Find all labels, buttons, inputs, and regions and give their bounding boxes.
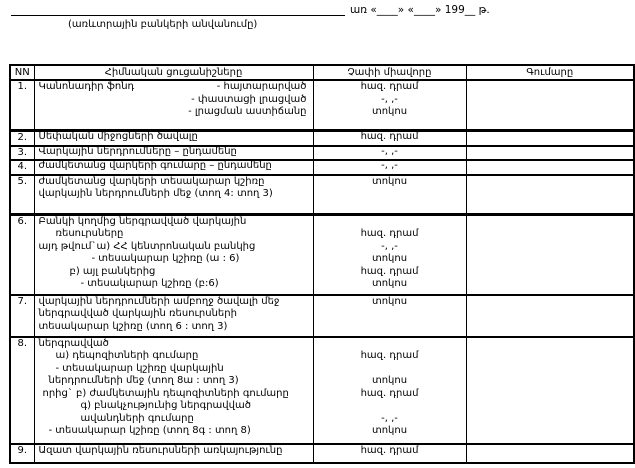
indicator-line: - լրացման աստիճանը [188,106,307,117]
col-header-nn: NN [10,65,34,80]
indicator-cell [34,146,313,161]
report-date: առ «____» «____» 199__ թ. [350,4,490,16]
unit-cell [313,444,466,463]
unit-line: -, ,- [381,412,398,424]
indicator-cell [34,295,313,337]
unit-line [314,338,466,351]
unit-cell [313,175,466,215]
indicator-line: ավանդների գումարը [80,412,194,424]
indicator-cell [34,160,313,175]
table-row [10,131,634,146]
amount-cell [466,444,634,463]
table-body [10,80,634,463]
indicator-line: ժամկետանց վարկերի տեսակարար կշիռը [38,175,265,187]
indicator-line: - տեսակարար կշիռը (տող 8գ : տող 8) [48,425,251,436]
unit-line: հազ. դրամ [360,444,419,456]
unit-line: տոկոս [371,106,408,117]
unit-line: հազ. դրամ [360,131,419,142]
unit-cell [313,337,466,444]
table-row [10,214,634,295]
indicator-cell [34,444,313,463]
row-number-cell: 2. [10,131,34,146]
indicator-line: - տեսակարար կշիռը (ա : 6) [91,253,240,264]
indicator-line: ժամկետանց վարկերի գումարը – ընդամենը [38,160,272,171]
table-row [10,175,634,215]
indicator-line-left: Կանոնադիր ֆոնդ [38,81,135,92]
unit-line: հազ. դրամ [360,265,419,277]
table-row [10,337,634,444]
bank-name-line [11,3,635,16]
indicator-line: տեսակարար կշիռը (տող 6 : տող 3) [38,320,228,332]
indicator-line: Ազատ վարկային ռեսուրսների առկայությունը [38,444,283,456]
unit-line: տոկոս [371,175,408,187]
amount-cell [466,337,634,444]
document-page [0,3,635,468]
indicator-line: - փաստացի լրացված [191,93,307,105]
header-row [10,65,634,80]
unit-line: -, ,- [381,160,398,171]
row-number-cell: 4. [10,160,34,175]
indicator-line: ռեսուրսները [55,228,124,239]
unit-line: տոկոս [371,278,408,289]
indicator-line: որից` բ) ժամկետային դեպոզիտների գումարը [42,387,289,399]
amount-cell [466,214,634,295]
unit-line: -, ,- [381,240,398,252]
col-header-amount: Գումարը [466,65,634,80]
unit-line [314,216,466,229]
unit-cell [313,214,466,295]
indicator-cell [34,131,313,146]
unit-line [314,363,466,376]
unit-line: -, ,- [381,93,398,105]
row-number-cell: 7. [10,295,34,337]
indicator-line: Վարկային ներդրումները – ընդամենը [38,145,237,157]
unit-cell [313,295,466,337]
unit-line: -, ,- [381,145,398,157]
indicator-line: գ) բնակչությունից ներգրավված [80,400,251,411]
unit-line: տոկոս [371,375,408,386]
table-row [10,80,634,131]
unit-line: տոկոս [371,295,408,307]
indicator-line: Բանկի կողմից ներգրավված վարկային [38,215,247,227]
unit-cell [313,80,466,131]
indicator-line: ներդրումների մեջ (տող 8ա : տող 3) [48,375,239,386]
row-number-cell: 3. [10,146,34,161]
indicator-line: - տեսակարար կշիռը (բ:6) [80,278,219,289]
amount-cell [466,146,634,161]
amount-cell [466,80,634,131]
indicator-cell [34,337,313,444]
table-row [10,160,634,175]
amount-cell [466,175,634,215]
col-header-indicator: Հիմնական ցուցանիշները [34,65,313,80]
unit-line: տոկոս [371,253,408,264]
indicator-line: այդ թվում`ա) ՀՀ կենտրոնական բանկից [38,240,256,252]
table-row [10,146,634,161]
unit-cell [313,131,466,146]
indicator-cell [34,80,313,131]
indicator-line: ներգրավված [38,337,109,349]
indicator-line: բ) այլ բանկերից [69,265,156,277]
row-number-cell: 9. [10,444,34,463]
unit-cell [313,160,466,175]
indicator-line: ներգրավված վարկային ռեսուրսների [38,308,237,319]
indicators-table [9,64,635,464]
indicator-cell [34,214,313,295]
indicator-line [35,81,313,94]
col-header-unit: Չափի միավորը [313,65,466,80]
indicator-line: Սեփական միջոցների ծավալը [38,131,198,142]
indicator-line: - տեսակարար կշիռը վարկային [55,362,224,374]
indicator-line: ա) դեպոզիտների գումարը [55,350,199,361]
table-row [10,295,634,337]
amount-cell [466,160,634,175]
table-row [10,444,634,463]
row-number-cell: 5. [10,175,34,215]
unit-line [314,400,466,413]
indicator-line-right: - հայտարարված [216,81,307,92]
amount-cell [466,131,634,146]
row-number-cell: 6. [10,214,34,295]
row-number-cell: 1. [10,80,34,131]
amount-cell [466,295,634,337]
unit-line: հազ. դրամ [360,350,419,361]
unit-line: հազ. դրամ [360,228,419,239]
indicator-cell [34,175,313,215]
unit-cell [313,146,466,161]
bank-name-blank-line [11,3,345,16]
unit-line: հազ. դրամ [360,387,419,399]
unit-line: հազ. դրամ [360,81,419,92]
unit-line: տոկոս [371,425,408,436]
indicator-line: վարկային ներդրումների ամբողջ ծավալի մեջ [38,295,280,307]
indicator-line: վարկային ներդրումների մեջ (տող 4: տող 3) [38,188,273,199]
bank-name-caption: (առևտրային բանկերի անվանումը) [68,19,258,30]
row-number-cell: 8. [10,337,34,444]
